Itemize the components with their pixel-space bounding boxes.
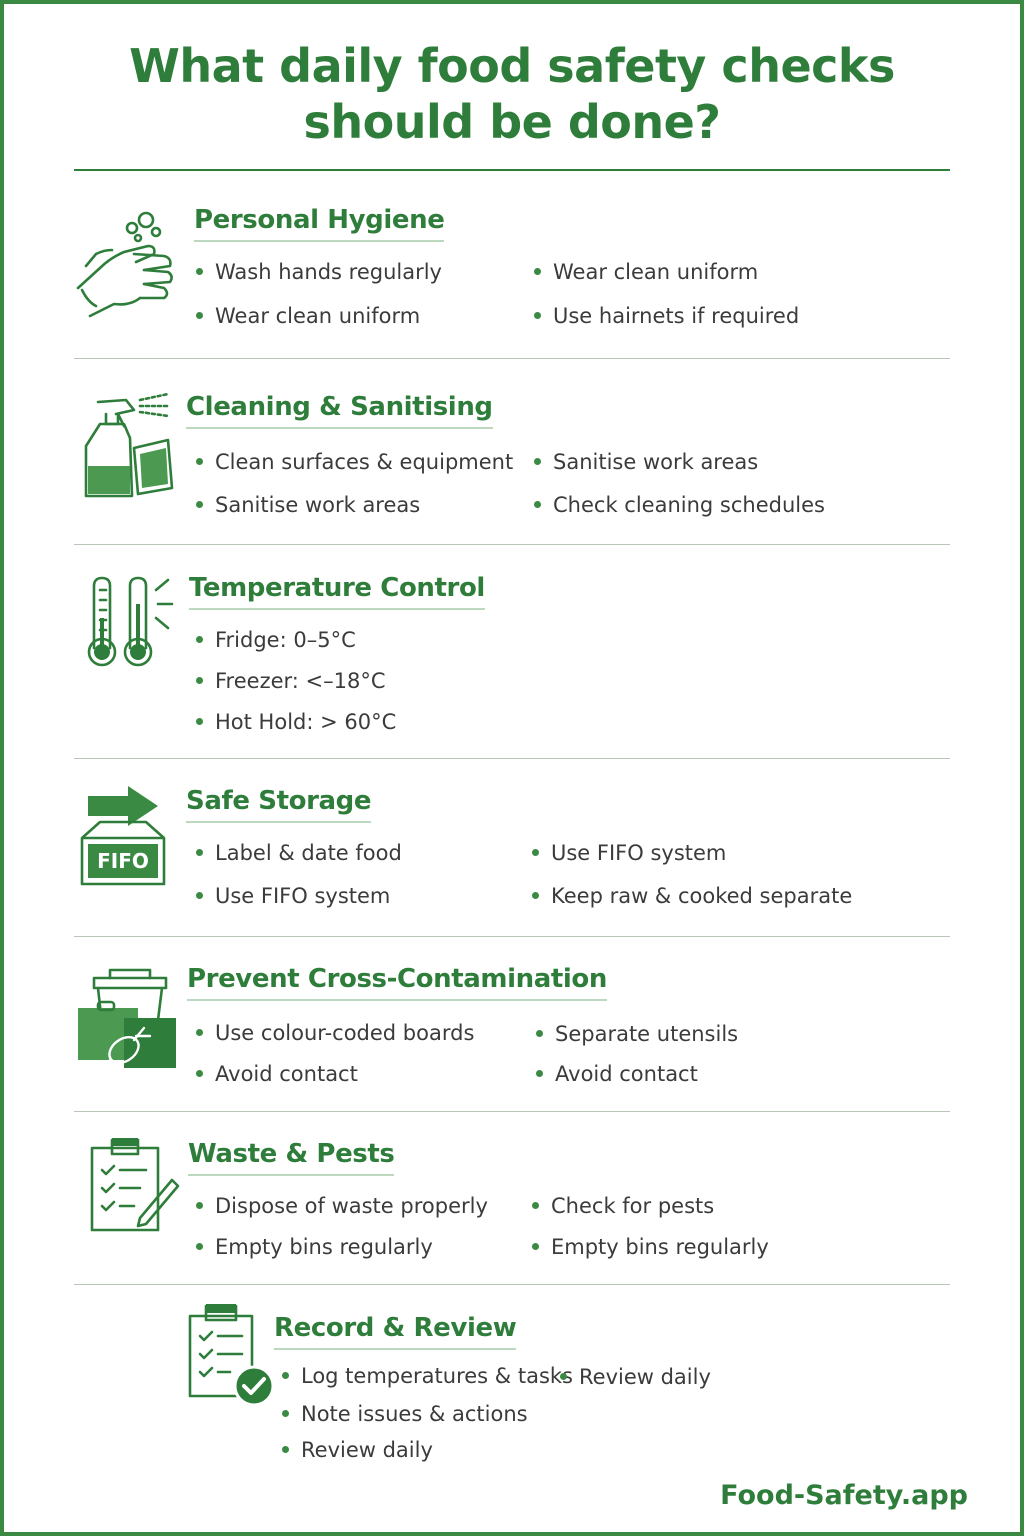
thermometer-icon — [80, 574, 176, 670]
waste-item-4: Empty bins regularly — [532, 1234, 769, 1260]
contamination-item-3: Separate utensils — [536, 1021, 738, 1047]
hand-washing-icon — [74, 206, 184, 321]
storage-item-2: Use FIFO system — [196, 883, 390, 909]
section-divider — [74, 1284, 950, 1285]
heading-temperature-control: Temperature Control — [189, 572, 485, 610]
hygiene-item-1: Wash hands regularly — [196, 259, 442, 285]
record-item-1: Log temperatures & tasks — [282, 1363, 573, 1389]
temp-item-1: Fridge: 0–5°C — [196, 627, 356, 653]
heading-cleaning-sanitising: Cleaning & Sanitising — [186, 391, 493, 429]
heading-waste-pests: Waste & Pests — [188, 1138, 394, 1176]
waste-item-2: Empty bins regularly — [196, 1234, 433, 1260]
fifo-label: FIFO — [97, 849, 149, 873]
temp-item-3: Hot Hold: > 60°C — [196, 709, 396, 735]
cleaning-item-2: Sanitise work areas — [196, 492, 420, 518]
cleaning-item-1: Clean surfaces & equipment — [196, 449, 513, 475]
title-divider — [74, 169, 950, 171]
hygiene-item-4: Use hairnets if required — [534, 303, 799, 329]
section-divider — [74, 358, 950, 359]
section-divider — [74, 544, 950, 545]
section-divider — [74, 936, 950, 937]
temp-item-2: Freezer: <–18°C — [196, 668, 386, 694]
title-line-1: What daily food safety checks — [129, 39, 895, 93]
heading-personal-hygiene: Personal Hygiene — [194, 204, 444, 242]
cross-contamination-icon — [74, 964, 180, 1080]
spray-bottle-icon — [78, 392, 178, 502]
checklist-pencil-icon — [88, 1136, 180, 1234]
contamination-item-1: Use colour-coded boards — [196, 1020, 474, 1046]
cleaning-item-4: Check cleaning schedules — [534, 492, 825, 518]
title-line-2: should be done? — [303, 95, 721, 149]
contamination-item-2: Avoid contact — [196, 1061, 358, 1087]
record-item-3: Review daily — [282, 1437, 433, 1463]
cleaning-item-3: Sanitise work areas — [534, 449, 758, 475]
record-item-4: Review daily — [560, 1364, 711, 1390]
contamination-item-4: Avoid contact — [536, 1061, 698, 1087]
hygiene-item-2: Wear clean uniform — [196, 303, 420, 329]
hygiene-item-3: Wear clean uniform — [534, 259, 758, 285]
section-divider — [74, 758, 950, 759]
heading-cross-contamination: Prevent Cross-Contamination — [187, 963, 607, 1001]
storage-item-1: Label & date food — [196, 840, 402, 866]
brand-footer: Food-Safety.app — [720, 1480, 968, 1511]
heading-safe-storage: Safe Storage — [186, 785, 371, 823]
storage-item-4: Keep raw & cooked separate — [532, 883, 852, 909]
page-title — [0, 38, 1024, 150]
heading-record-review: Record & Review — [274, 1312, 516, 1350]
clipboard-check-icon — [186, 1302, 278, 1408]
waste-item-1: Dispose of waste properly — [196, 1193, 488, 1219]
storage-item-3: Use FIFO system — [532, 840, 726, 866]
fifo-box-icon — [80, 786, 170, 886]
waste-item-3: Check for pests — [532, 1193, 714, 1219]
section-divider — [74, 1111, 950, 1112]
record-item-2: Note issues & actions — [282, 1401, 528, 1427]
